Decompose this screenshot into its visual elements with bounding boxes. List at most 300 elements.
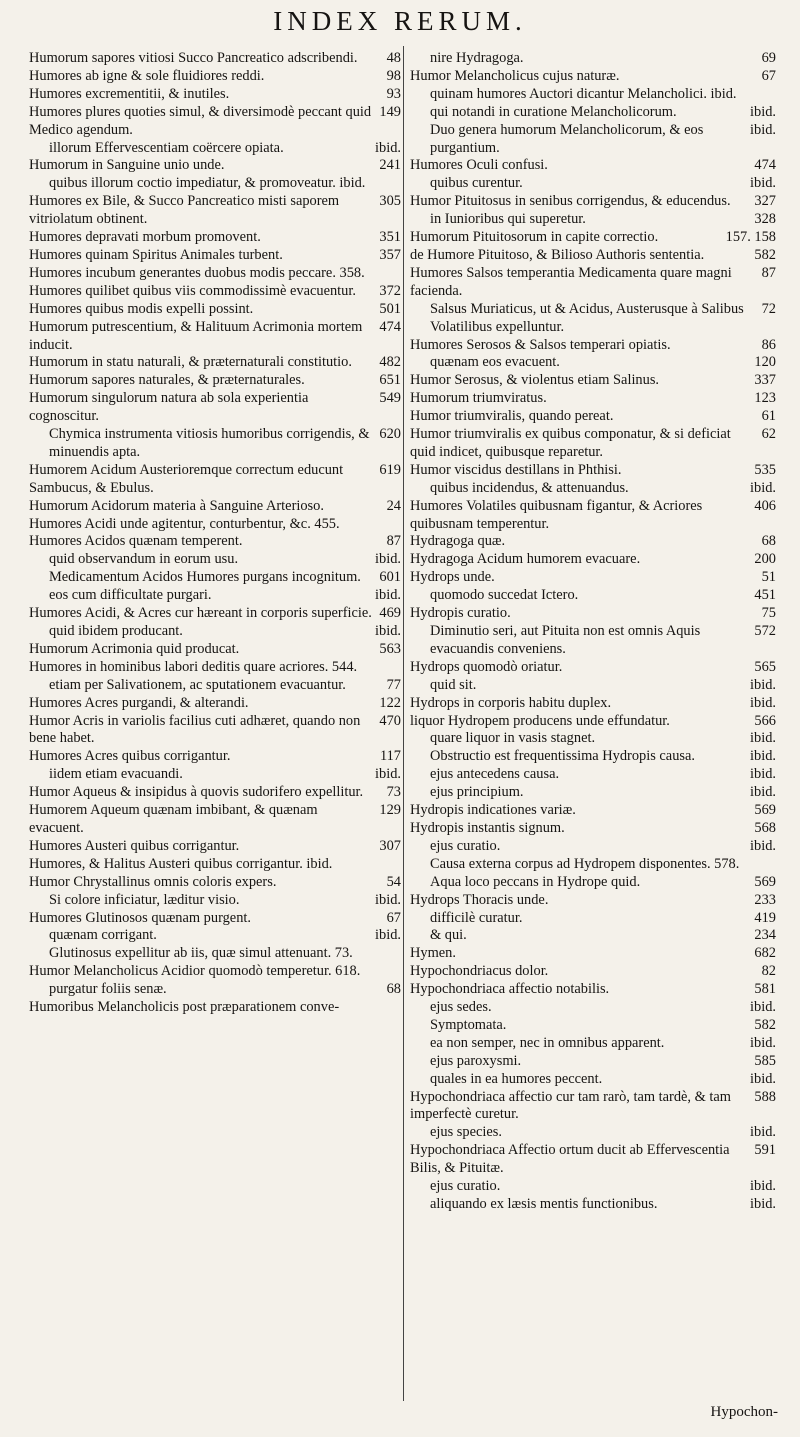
index-entry bbox=[29, 86, 401, 104]
entry-text: quales in ea humores peccent. bbox=[430, 1070, 603, 1087]
index-entry bbox=[410, 193, 776, 211]
entry-text: ejus sedes. bbox=[430, 999, 492, 1016]
page-reference: 120 bbox=[754, 354, 776, 371]
entry-text: Humores Acidos quænam temperent. bbox=[29, 533, 243, 550]
index-entry bbox=[29, 784, 401, 802]
page-reference: 82 bbox=[761, 963, 776, 980]
entry-text: Hydrops unde. bbox=[410, 569, 495, 586]
entry-text: Humores incubum generantes duobus modis peccare. 358. bbox=[29, 264, 365, 281]
page-reference: 501 bbox=[379, 300, 401, 317]
entry-text: Hypochondriaca affectio cur tam rarò, tam tardè, & tam imperfectè curetur. bbox=[410, 1088, 731, 1123]
entry-text: Duo genera humorum Melancholicorum, & eos purgantium. bbox=[430, 121, 704, 156]
index-entry bbox=[410, 354, 776, 372]
entry-text: Hydropis indicationes variæ. bbox=[410, 802, 576, 819]
entry-text: quibus curentur. bbox=[430, 175, 523, 192]
index-entry bbox=[29, 462, 401, 498]
catchword: Hypochon- bbox=[710, 1404, 778, 1420]
page-reference: ibid. bbox=[750, 103, 776, 120]
entry-text: Humor Melancholicus cujus naturæ. bbox=[410, 67, 620, 84]
entry-text: Humorem Acidum Austerioremque correctum educunt Sambucus, & Ebulus. bbox=[29, 461, 344, 496]
entry-text: & qui. bbox=[430, 927, 467, 944]
page-reference: 337 bbox=[754, 372, 776, 389]
index-entry bbox=[410, 157, 776, 175]
index-entry bbox=[29, 892, 401, 910]
index-entry bbox=[29, 713, 401, 749]
entry-text: etiam per Salivationem, ac sputationem evacuantur. bbox=[49, 676, 346, 693]
entry-text: Glutinosus expellitur ab iis, quæ simul attenuant. 73. bbox=[49, 945, 353, 962]
index-entry bbox=[29, 533, 401, 551]
page-reference: ibid. bbox=[375, 551, 401, 568]
entry-text: Humoribus Melancholicis post præparationem conve- bbox=[29, 999, 340, 1016]
index-entry bbox=[29, 68, 401, 86]
entry-text: Humor triumviralis, quando pereat. bbox=[410, 408, 614, 425]
entry-text: Humor Pituitosus in senibus corrigendus, & educendus. bbox=[410, 193, 731, 210]
entry-text: Aqua loco peccans in Hydrope quid. bbox=[430, 873, 641, 890]
index-entry bbox=[29, 50, 401, 68]
index-entry bbox=[29, 140, 401, 158]
entry-text: Diminutio seri, aut Pituita non est omnis Aquis evacuandis conveniens. bbox=[430, 623, 701, 657]
index-entry bbox=[29, 587, 401, 605]
page-reference: 48 bbox=[386, 50, 401, 66]
page-reference: 123 bbox=[754, 390, 776, 407]
index-entry bbox=[410, 623, 776, 659]
entry-text: quare liquor in vasis stagnet. bbox=[430, 730, 596, 747]
page-reference: 122 bbox=[379, 694, 401, 711]
entry-text: ejus paroxysmi. bbox=[430, 1052, 522, 1069]
index-entry bbox=[29, 247, 401, 265]
page-reference: 234 bbox=[754, 927, 776, 944]
entry-text: Humorum Acrimonia quid producat. bbox=[29, 640, 240, 657]
page-reference: 482 bbox=[379, 354, 401, 371]
index-entry bbox=[29, 426, 401, 462]
index-entry bbox=[29, 927, 401, 945]
index-entry bbox=[410, 408, 776, 426]
entry-text: Humores Acres quibus corrigantur. bbox=[29, 748, 231, 765]
entry-text: Hydropis instantis signum. bbox=[410, 819, 565, 836]
index-entry bbox=[410, 587, 776, 605]
page-reference: 117 bbox=[379, 748, 401, 765]
entry-text: ejus species. bbox=[430, 1124, 502, 1141]
entry-text: Humores Acidi, & Acres cur hæreant in corporis superficie. bbox=[29, 605, 372, 622]
page-reference: 86 bbox=[761, 336, 776, 353]
index-entry bbox=[410, 838, 776, 856]
entry-text: Humorum in statu naturali, & præternaturali constitutio. bbox=[29, 354, 352, 371]
entry-text: Hydragoga Acidum humorem evacuare. bbox=[410, 551, 641, 568]
index-entry bbox=[410, 50, 776, 68]
index-entry bbox=[410, 211, 776, 229]
entry-text: Humorum in Sanguine unio unde. bbox=[29, 157, 225, 174]
page-reference: 328 bbox=[754, 211, 776, 228]
index-entry bbox=[410, 551, 776, 569]
entry-text: quomodo succedat Ictero. bbox=[430, 587, 579, 604]
page-reference: 87 bbox=[761, 264, 776, 281]
index-entry bbox=[29, 319, 401, 355]
index-entry bbox=[29, 874, 401, 892]
entry-text: Humores Glutinosos quænam purgent. bbox=[29, 909, 251, 926]
page-reference: 474 bbox=[754, 157, 776, 174]
entry-text: Humorum putrescentium, & Halituum Acrimonia mortem inducit. bbox=[29, 318, 363, 353]
page-reference: 451 bbox=[754, 587, 776, 604]
page-reference: 470 bbox=[379, 712, 401, 729]
page-reference: 581 bbox=[754, 981, 776, 998]
page-reference: 200 bbox=[754, 551, 776, 568]
page-reference: 98 bbox=[386, 67, 401, 84]
index-entry bbox=[410, 1071, 776, 1089]
page-reference: 61 bbox=[761, 408, 776, 425]
entry-text: Humores Volatiles quibusnam figantur, & Acriores quibusnam temperentur. bbox=[410, 497, 703, 532]
entry-text: Humorum sapores vitiosi Succo Pancreatico adscribendi. bbox=[29, 50, 358, 66]
index-entry bbox=[29, 229, 401, 247]
entry-text: Humores Acidi unde agitentur, conturbentur, &c. 455. bbox=[29, 515, 340, 532]
page-reference: ibid. bbox=[750, 1124, 776, 1141]
entry-text: quibus incidendus, & attenuandus. bbox=[430, 479, 629, 496]
page-reference: 569 bbox=[754, 873, 776, 890]
index-entry bbox=[410, 802, 776, 820]
index-entry bbox=[29, 516, 401, 534]
index-entry bbox=[29, 372, 401, 390]
page-reference: 327 bbox=[754, 193, 776, 210]
page-reference: 651 bbox=[379, 372, 401, 389]
entry-text: Humor Chrystallinus omnis coloris expers. bbox=[29, 873, 277, 890]
entry-text: Symptomata. bbox=[430, 1016, 507, 1033]
index-entry bbox=[410, 1196, 776, 1214]
index-entry bbox=[29, 677, 401, 695]
page-reference: ibid. bbox=[750, 676, 776, 693]
page-reference: 54 bbox=[386, 873, 401, 890]
index-entry bbox=[410, 1178, 776, 1196]
entry-text: quid ibidem producant. bbox=[49, 623, 183, 639]
index-entry bbox=[410, 1124, 776, 1142]
index-entry bbox=[410, 820, 776, 838]
page-reference: 582 bbox=[754, 1016, 776, 1033]
page-title: INDEX RERUM. bbox=[273, 6, 527, 36]
index-entry bbox=[410, 999, 776, 1017]
index-entry bbox=[410, 372, 776, 390]
page-reference: ibid. bbox=[750, 999, 776, 1016]
index-entry bbox=[410, 533, 776, 551]
entry-text: Humores plures quoties simul, & diversimodè peccant quid Medico agendum. bbox=[29, 103, 372, 138]
index-entry bbox=[29, 766, 401, 784]
entry-text: Chymica instrumenta vitiosis humoribus corrigendis, & minuendis apta. bbox=[49, 426, 370, 460]
entry-text: Hypochondriaca Affectio ortum ducit ab Effervescentia Bilis, & Pituitæ. bbox=[410, 1142, 730, 1177]
entry-text: Humorem Aqueum quænam imbibant, & quænam evacuent. bbox=[29, 802, 318, 836]
index-entry bbox=[410, 784, 776, 802]
page-reference: 566 bbox=[754, 712, 776, 729]
index-entry bbox=[410, 480, 776, 498]
index-entry bbox=[410, 659, 776, 677]
page-reference: 601 bbox=[379, 569, 401, 586]
index-entry bbox=[29, 605, 401, 623]
entry-text: Humores quilibet quibus viis commodissimè evacuentur. bbox=[29, 282, 356, 299]
page-reference: 588 bbox=[754, 1088, 776, 1105]
page-reference: 585 bbox=[754, 1052, 776, 1069]
index-entry bbox=[29, 157, 401, 175]
index-entry bbox=[410, 730, 776, 748]
entry-text: Hydropis curatio. bbox=[410, 605, 511, 622]
right-column bbox=[410, 50, 776, 1427]
index-entry bbox=[410, 605, 776, 623]
page-reference: 620 bbox=[379, 426, 401, 443]
page-reference: ibid. bbox=[375, 891, 401, 908]
entry-text: quibus illorum coctio impediatur, & promoveatur. ibid. bbox=[49, 175, 366, 192]
entry-text: Hydrops quomodò oriatur. bbox=[410, 658, 563, 675]
page-reference: 75 bbox=[761, 605, 776, 622]
page-reference: ibid. bbox=[750, 1070, 776, 1087]
page-reference: 51 bbox=[761, 569, 776, 586]
index-entry bbox=[410, 426, 776, 462]
entry-text: Humor triumviralis ex quibus componatur, & si deficiat quid indicet, quibusque reparetur. bbox=[410, 426, 731, 460]
page-reference: 149 bbox=[379, 103, 401, 120]
page-reference: ibid. bbox=[750, 1178, 776, 1195]
entry-text: quid sit. bbox=[430, 676, 477, 693]
page-reference: 568 bbox=[754, 819, 776, 836]
index-entry bbox=[29, 265, 401, 283]
page-reference: 357 bbox=[379, 246, 401, 263]
page-reference: ibid. bbox=[750, 1196, 776, 1212]
index-entry bbox=[29, 354, 401, 372]
entry-text: Humorum triumviratus. bbox=[410, 390, 547, 407]
page-reference: ibid. bbox=[375, 623, 401, 639]
index-entry bbox=[410, 462, 776, 480]
index-entry bbox=[29, 981, 401, 999]
entry-text: quid observandum in eorum usu. bbox=[49, 551, 239, 568]
index-entry bbox=[29, 569, 401, 587]
index-entry bbox=[29, 498, 401, 516]
index-entry bbox=[410, 175, 776, 193]
entry-text: Humor viscidus destillans in Phthisi. bbox=[410, 461, 622, 478]
entry-text: Humores Austeri quibus corrigantur. bbox=[29, 837, 240, 854]
entry-text: Humores, & Halitus Austeri quibus corrigantur. ibid. bbox=[29, 855, 333, 872]
page-reference: 87 bbox=[386, 533, 401, 550]
index-entry bbox=[410, 1035, 776, 1053]
entry-text: ejus curatio. bbox=[430, 837, 501, 854]
index-entry bbox=[29, 283, 401, 301]
entry-text: quænam corrigant. bbox=[49, 927, 157, 944]
entry-text: eos cum difficultate purgari. bbox=[49, 587, 212, 604]
page-reference: 93 bbox=[386, 85, 401, 102]
page-reference: 563 bbox=[379, 640, 401, 657]
page-reference: ibid. bbox=[750, 784, 776, 801]
entry-text: aliquando ex læsis mentis functionibus. bbox=[430, 1196, 658, 1212]
entry-text: Hypochondriaca affectio notabilis. bbox=[410, 981, 610, 998]
entry-text: Hydrops in corporis habitu duplex. bbox=[410, 694, 612, 711]
entry-text: nire Hydragoga. bbox=[430, 50, 524, 66]
entry-text: Causa externa corpus ad Hydropem disponentes. 578. bbox=[430, 855, 740, 872]
entry-text: ejus antecedens causa. bbox=[430, 766, 560, 783]
entry-text: Hydragoga quæ. bbox=[410, 533, 506, 550]
entry-text: Humorum Acidorum materia à Sanguine Arterioso. bbox=[29, 497, 324, 514]
page-reference: ibid. bbox=[750, 175, 776, 192]
left-column bbox=[29, 50, 401, 1427]
page-reference: ibid. bbox=[750, 1034, 776, 1051]
index-entry bbox=[410, 874, 776, 892]
index-entry bbox=[410, 122, 776, 158]
entry-text: Salsus Muriaticus, ut & Acidus, Austerusque à Salibus Volatilibus expelluntur. bbox=[430, 300, 744, 335]
entry-text: Humor Melancholicus Acidior quomodò temperetur. 618. bbox=[29, 963, 361, 980]
page-reference: ibid. bbox=[750, 730, 776, 747]
page-reference: 72 bbox=[761, 300, 776, 317]
page-reference: 305 bbox=[379, 193, 401, 210]
index-entry bbox=[29, 695, 401, 713]
entry-text: Humores ex Bile, & Succo Pancreatico misti saporem vitriolatum obtinent. bbox=[29, 193, 340, 228]
entry-text: ea non semper, nec in omnibus apparent. bbox=[430, 1034, 665, 1051]
entry-text: Hydrops Thoracis unde. bbox=[410, 891, 549, 908]
entry-text: liquor Hydropem producens unde effundatur. bbox=[410, 712, 670, 729]
index-entry bbox=[29, 856, 401, 874]
index-entry bbox=[410, 498, 776, 534]
page-reference: 62 bbox=[761, 426, 776, 443]
page-reference: ibid. bbox=[375, 139, 401, 156]
entry-text: ejus curatio. bbox=[430, 1178, 501, 1195]
page-reference: 591 bbox=[754, 1142, 776, 1159]
index-entry bbox=[410, 856, 776, 874]
page-reference: 233 bbox=[754, 891, 776, 908]
index-entry bbox=[410, 910, 776, 928]
entry-text: quænam eos evacuent. bbox=[430, 354, 560, 371]
entry-text: difficilè curatur. bbox=[430, 909, 523, 926]
index-entry bbox=[29, 945, 401, 963]
page-reference: 582 bbox=[754, 246, 776, 263]
entry-text: Humores quinam Spiritus Animales turbent. bbox=[29, 246, 283, 263]
page-reference: 77 bbox=[386, 676, 401, 693]
index-entry bbox=[410, 229, 776, 247]
page-reference: 549 bbox=[379, 390, 401, 407]
page-reference: 406 bbox=[754, 497, 776, 514]
page-reference: 569 bbox=[754, 802, 776, 819]
index-entry bbox=[410, 927, 776, 945]
index-entry bbox=[410, 1142, 776, 1178]
index-entry bbox=[29, 175, 401, 193]
index-entry bbox=[29, 802, 401, 838]
index-entry bbox=[410, 695, 776, 713]
page-reference: 535 bbox=[754, 461, 776, 478]
index-entry bbox=[410, 86, 776, 104]
page-reference: 682 bbox=[754, 945, 776, 962]
page-reference: 157. 158 bbox=[725, 229, 776, 246]
page-reference: ibid. bbox=[750, 766, 776, 783]
entry-text: de Humore Pituitoso, & Bilioso Authoris sententia. bbox=[410, 246, 705, 263]
page-reference: ibid. bbox=[375, 927, 401, 944]
entry-text: Humores depravati morbum promovent. bbox=[29, 229, 261, 246]
entry-text: qui notandi in curatione Melancholicorum. bbox=[430, 103, 677, 120]
entry-text: Obstructio est frequentissima Hydropis causa. bbox=[430, 748, 695, 765]
index-entry bbox=[410, 569, 776, 587]
index-entry bbox=[410, 1053, 776, 1071]
entry-text: Humorum singulorum natura ab sola experientia cognoscitur. bbox=[29, 390, 309, 425]
entry-text: Humorum sapores naturales, & præternaturales. bbox=[29, 372, 305, 389]
entry-text: Humores quibus modis expelli possint. bbox=[29, 300, 254, 317]
page-reference: 619 bbox=[379, 461, 401, 478]
page-reference: 565 bbox=[754, 658, 776, 675]
entry-text: in Iunioribus qui superetur. bbox=[430, 211, 586, 228]
index-entry bbox=[410, 963, 776, 981]
page-reference: 469 bbox=[379, 605, 401, 622]
page-reference: ibid. bbox=[750, 748, 776, 765]
index-entry bbox=[410, 892, 776, 910]
page-reference: ibid. bbox=[750, 121, 776, 138]
index-entry bbox=[410, 766, 776, 784]
index-entry bbox=[29, 193, 401, 229]
index-entry bbox=[29, 301, 401, 319]
entry-text: Humor Aqueus & insipidus à quovis sudorifero expellitur. bbox=[29, 784, 364, 801]
page-reference: 372 bbox=[379, 282, 401, 299]
entry-text: Humor Acris in variolis facilius cuti adhæret, quando non bene habet. bbox=[29, 712, 361, 747]
index-entry bbox=[29, 748, 401, 766]
page-reference: 419 bbox=[754, 909, 776, 926]
entry-text: Humores ab igne & sole fluidiores reddi. bbox=[29, 67, 265, 84]
entry-text: Humores in hominibus labori deditis quare acriores. 544. bbox=[29, 658, 358, 675]
entry-text: Humorum Pituitosorum in capite correctio. bbox=[410, 229, 659, 246]
index-entry bbox=[410, 104, 776, 122]
column-divider bbox=[403, 46, 404, 1401]
index-entry bbox=[29, 910, 401, 928]
index-entry bbox=[410, 748, 776, 766]
entry-text: illorum Effervescentiam coërcere opiata. bbox=[49, 139, 284, 156]
page-reference: 474 bbox=[379, 318, 401, 335]
page-reference: 68 bbox=[386, 981, 401, 998]
index-entry bbox=[410, 677, 776, 695]
entry-text: purgatur foliis senæ. bbox=[49, 981, 167, 998]
index-entry bbox=[410, 68, 776, 86]
index-entry bbox=[410, 1017, 776, 1035]
entry-text: Humores Salsos temperantia Medicamenta quare magni facienda. bbox=[410, 264, 732, 299]
entry-text: Humores excrementitii, & inutiles. bbox=[29, 85, 230, 102]
page-reference: 68 bbox=[761, 533, 776, 550]
index-entry bbox=[410, 945, 776, 963]
page-reference: ibid. bbox=[375, 766, 401, 783]
entry-text: Humor Serosus, & violentus etiam Salinus. bbox=[410, 372, 660, 389]
page-reference: ibid. bbox=[750, 837, 776, 854]
page-reference: ibid. bbox=[375, 587, 401, 604]
entry-text: Medicamentum Acidos Humores purgans incognitum. bbox=[49, 569, 361, 586]
page-reference: 67 bbox=[386, 909, 401, 926]
page-reference: 129 bbox=[379, 802, 401, 819]
index-entry bbox=[29, 104, 401, 140]
index-entry bbox=[410, 337, 776, 355]
entry-text: Humores Oculi confusi. bbox=[410, 157, 548, 174]
index-entry bbox=[29, 838, 401, 856]
page-reference: 73 bbox=[386, 784, 401, 801]
index-entry bbox=[29, 659, 401, 677]
index-entry bbox=[410, 390, 776, 408]
entry-text: Hypochondriacus dolor. bbox=[410, 963, 549, 980]
index-entry bbox=[29, 551, 401, 569]
entry-text: quinam humores Auctori dicantur Melancholici. ibid. bbox=[430, 85, 737, 102]
page-reference: 69 bbox=[761, 50, 776, 66]
entry-text: Si colore inficiatur, læditur visio. bbox=[49, 891, 240, 908]
entry-text: iidem etiam evacuandi. bbox=[49, 766, 183, 783]
index-entry bbox=[410, 301, 776, 337]
entry-text: ejus principium. bbox=[430, 784, 524, 801]
page-reference: ibid. bbox=[750, 694, 776, 711]
page-reference: 572 bbox=[754, 623, 776, 639]
index-entry bbox=[410, 265, 776, 301]
page-reference: 241 bbox=[379, 157, 401, 174]
index-entry bbox=[29, 641, 401, 659]
page-reference: 307 bbox=[379, 837, 401, 854]
index-entry bbox=[29, 999, 401, 1017]
index-entry bbox=[410, 981, 776, 999]
page-reference: ibid. bbox=[750, 479, 776, 496]
entry-text: Humores Acres purgandi, & alterandi. bbox=[29, 694, 249, 711]
page-reference: 24 bbox=[386, 497, 401, 514]
page-reference: 67 bbox=[761, 67, 776, 84]
index-entry bbox=[29, 390, 401, 426]
index-entry bbox=[410, 713, 776, 731]
index-entry bbox=[410, 1089, 776, 1125]
entry-text: Humores Serosos & Salsos temperari opiatis. bbox=[410, 336, 671, 353]
index-entry bbox=[29, 963, 401, 981]
